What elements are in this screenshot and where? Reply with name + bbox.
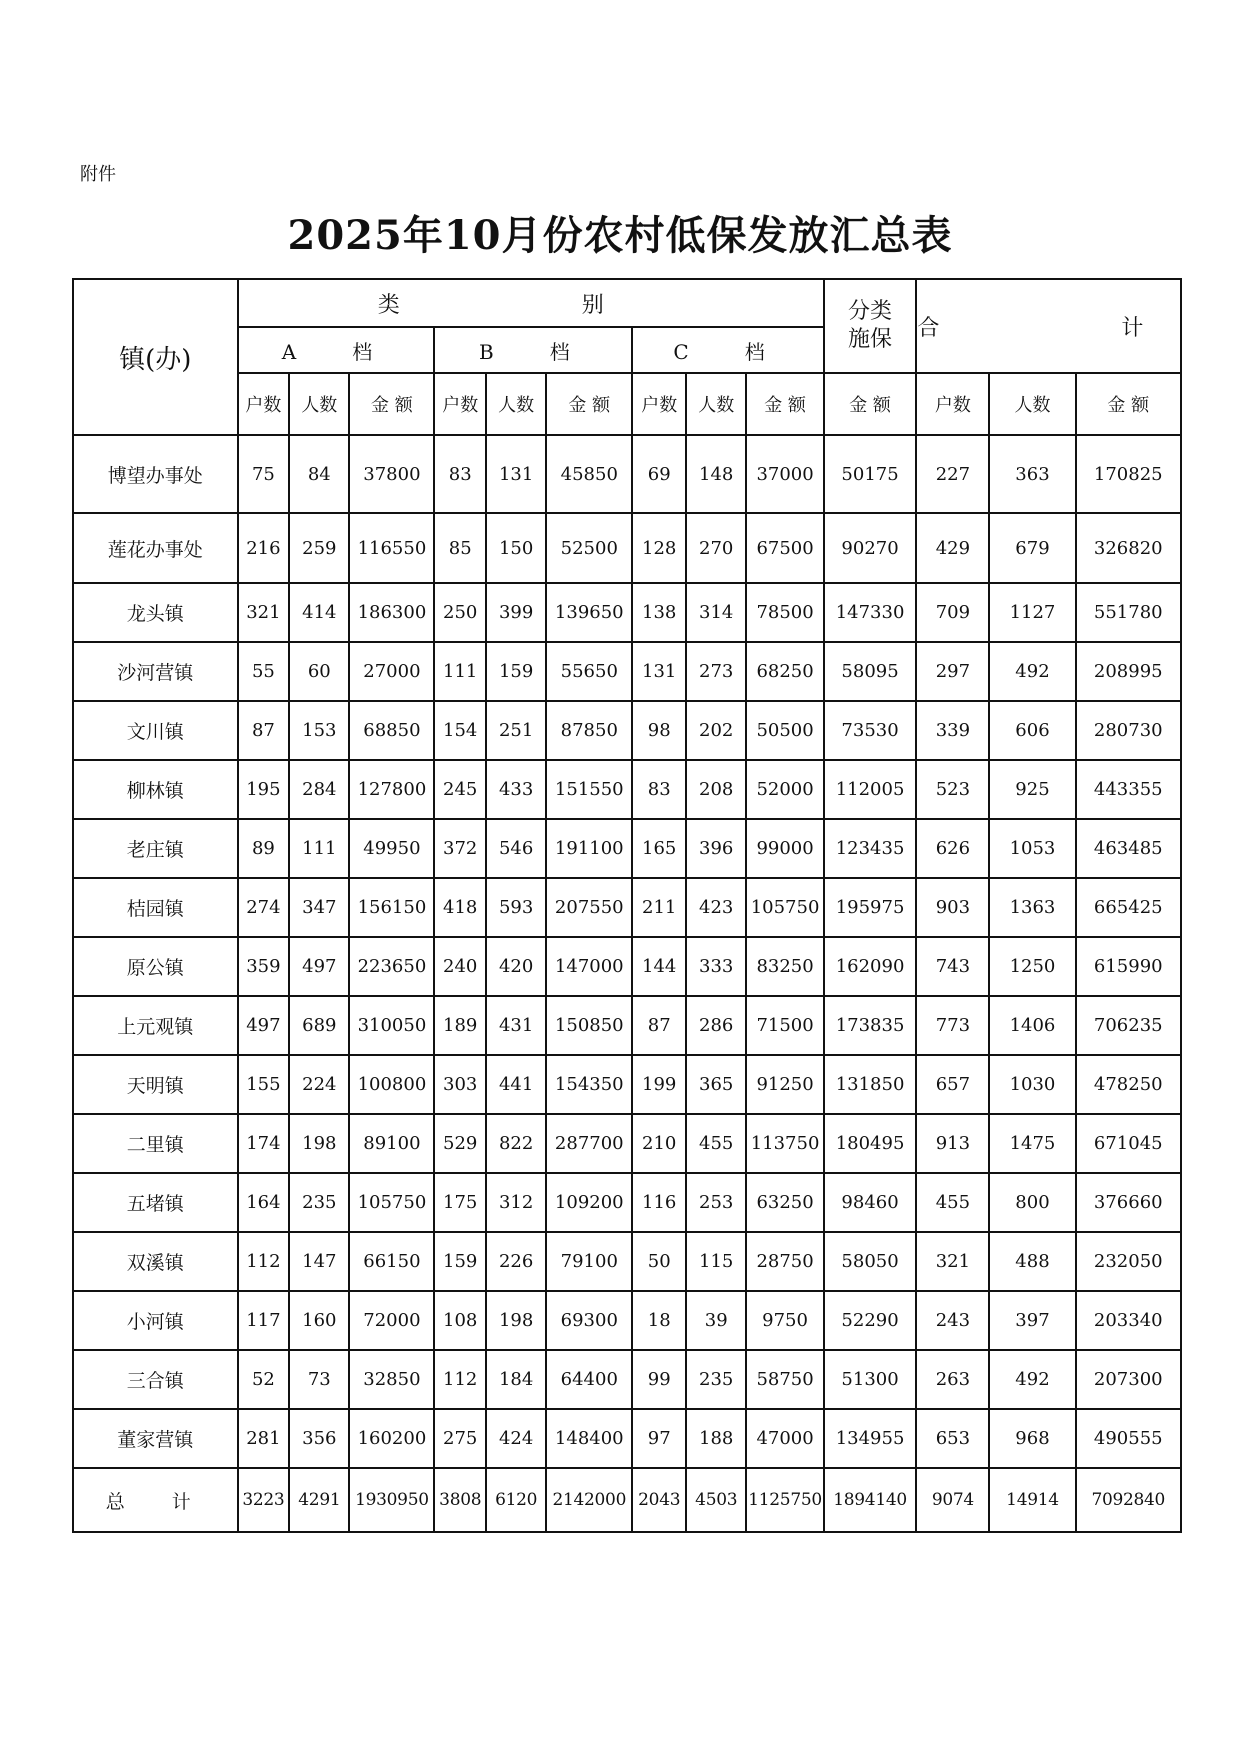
- cell-a-households: 87: [238, 701, 290, 760]
- cell-separate-amount: 112005: [824, 760, 917, 819]
- cell-total-b-amount: 2142000: [546, 1468, 632, 1532]
- cell-b-amount: 109200: [546, 1173, 632, 1232]
- cell-c-persons: 148: [686, 435, 746, 513]
- cell-total-persons: 800: [989, 1173, 1075, 1232]
- cell-total-amount: 671045: [1076, 1114, 1182, 1173]
- cell-b-amount: 148400: [546, 1409, 632, 1468]
- header-grade-a: A 档: [238, 327, 435, 373]
- cell-total-amount: 7092840: [1076, 1468, 1182, 1532]
- cell-total-persons: 1127: [989, 583, 1075, 642]
- cell-total-households: 903: [916, 878, 989, 937]
- cell-total-persons: 1250: [989, 937, 1075, 996]
- cell-b-households: 372: [434, 819, 486, 878]
- cell-total-households: 429: [916, 513, 989, 583]
- table-row: [73, 513, 1181, 583]
- table-body: [73, 435, 1181, 1468]
- cell-total-a-persons: 4291: [289, 1468, 349, 1532]
- cell-c-amount: 83250: [746, 937, 823, 996]
- cell-a-amount: 27000: [349, 642, 434, 701]
- cell-town: 老庄镇: [73, 819, 238, 878]
- cell-b-persons: 424: [486, 1409, 546, 1468]
- cell-c-households: 50: [632, 1232, 686, 1291]
- cell-separate-amount: 90270: [824, 513, 917, 583]
- cell-c-households: 83: [632, 760, 686, 819]
- header-separate-amount: 金 额: [824, 373, 917, 435]
- header-total: 合 计: [916, 279, 1181, 373]
- cell-a-persons: 259: [289, 513, 349, 583]
- cell-a-households: 112: [238, 1232, 290, 1291]
- cell-total-amount: 490555: [1076, 1409, 1182, 1468]
- cell-c-persons: 423: [686, 878, 746, 937]
- cell-town: 沙河营镇: [73, 642, 238, 701]
- cell-a-amount: 100800: [349, 1055, 434, 1114]
- header-separate-line2: 施保: [848, 327, 893, 352]
- cell-a-amount: 72000: [349, 1291, 434, 1350]
- cell-a-amount: 66150: [349, 1232, 434, 1291]
- cell-c-persons: 396: [686, 819, 746, 878]
- cell-town: 五堵镇: [73, 1173, 238, 1232]
- cell-b-amount: 154350: [546, 1055, 632, 1114]
- cell-b-persons: 131: [486, 435, 546, 513]
- cell-total-persons: 492: [989, 1350, 1075, 1409]
- cell-c-households: 18: [632, 1291, 686, 1350]
- cell-town: 龙头镇: [73, 583, 238, 642]
- cell-a-amount: 68850: [349, 701, 434, 760]
- cell-c-households: 144: [632, 937, 686, 996]
- cell-a-persons: 689: [289, 996, 349, 1055]
- cell-total-households: 913: [916, 1114, 989, 1173]
- cell-town: 莲花办事处: [73, 513, 238, 583]
- table-row: [73, 760, 1181, 819]
- cell-total-amount: 280730: [1076, 701, 1182, 760]
- cell-total-persons: 363: [989, 435, 1075, 513]
- cell-b-amount: 45850: [546, 435, 632, 513]
- cell-c-amount: 47000: [746, 1409, 823, 1468]
- cell-c-amount: 63250: [746, 1173, 823, 1232]
- cell-total-b-households: 3808: [434, 1468, 486, 1532]
- cell-b-amount: 87850: [546, 701, 632, 760]
- cell-separate-amount: 162090: [824, 937, 917, 996]
- cell-a-households: 195: [238, 760, 290, 819]
- header-separate-line1: 分类: [848, 299, 893, 324]
- cell-total-households: 709: [916, 583, 989, 642]
- cell-a-amount: 116550: [349, 513, 434, 583]
- cell-b-persons: 441: [486, 1055, 546, 1114]
- cell-town: 二里镇: [73, 1114, 238, 1173]
- cell-total-households: 297: [916, 642, 989, 701]
- cell-separate-amount: 50175: [824, 435, 917, 513]
- cell-b-persons: 399: [486, 583, 546, 642]
- cell-total-amount: 170825: [1076, 435, 1182, 513]
- cell-a-persons: 147: [289, 1232, 349, 1291]
- cell-b-persons: 420: [486, 937, 546, 996]
- cell-b-persons: 822: [486, 1114, 546, 1173]
- cell-b-persons: 184: [486, 1350, 546, 1409]
- cell-total-households: 321: [916, 1232, 989, 1291]
- cell-total-amount: 665425: [1076, 878, 1182, 937]
- cell-total-amount: 376660: [1076, 1173, 1182, 1232]
- cell-a-amount: 160200: [349, 1409, 434, 1468]
- cell-a-persons: 224: [289, 1055, 349, 1114]
- header-c-households: 户数: [632, 373, 686, 435]
- cell-b-persons: 431: [486, 996, 546, 1055]
- cell-c-households: 69: [632, 435, 686, 513]
- cell-c-households: 138: [632, 583, 686, 642]
- cell-c-households: 87: [632, 996, 686, 1055]
- cell-a-persons: 497: [289, 937, 349, 996]
- cell-a-persons: 84: [289, 435, 349, 513]
- header-total-persons: 人数: [989, 373, 1075, 435]
- cell-b-persons: 312: [486, 1173, 546, 1232]
- cell-total-label: 总 计: [73, 1468, 238, 1532]
- cell-town: 上元观镇: [73, 996, 238, 1055]
- cell-c-persons: 208: [686, 760, 746, 819]
- cell-c-amount: 37000: [746, 435, 823, 513]
- cell-c-persons: 115: [686, 1232, 746, 1291]
- header-total-households: 户数: [916, 373, 989, 435]
- cell-b-persons: 150: [486, 513, 546, 583]
- cell-a-households: 164: [238, 1173, 290, 1232]
- table-row: [73, 1409, 1181, 1468]
- cell-town: 三合镇: [73, 1350, 238, 1409]
- cell-b-households: 303: [434, 1055, 486, 1114]
- cell-a-persons: 235: [289, 1173, 349, 1232]
- cell-separate-amount: 147330: [824, 583, 917, 642]
- cell-separate-amount: 58050: [824, 1232, 917, 1291]
- cell-b-households: 418: [434, 878, 486, 937]
- cell-total-persons: 1030: [989, 1055, 1075, 1114]
- table-row: [73, 996, 1181, 1055]
- header-c-persons: 人数: [686, 373, 746, 435]
- summary-table: [72, 278, 1224, 1533]
- attachment-label: 附件: [80, 164, 116, 185]
- cell-b-persons: 433: [486, 760, 546, 819]
- cell-b-households: 85: [434, 513, 486, 583]
- cell-b-amount: 147000: [546, 937, 632, 996]
- cell-a-households: 55: [238, 642, 290, 701]
- cell-total-amount: 443355: [1076, 760, 1182, 819]
- cell-c-households: 116: [632, 1173, 686, 1232]
- cell-a-households: 117: [238, 1291, 290, 1350]
- table-row: [73, 1114, 1181, 1173]
- cell-c-persons: 235: [686, 1350, 746, 1409]
- cell-c-households: 99: [632, 1350, 686, 1409]
- cell-total-amount: 326820: [1076, 513, 1182, 583]
- cell-a-households: 216: [238, 513, 290, 583]
- cell-c-persons: 39: [686, 1291, 746, 1350]
- cell-total-households: 9074: [916, 1468, 989, 1532]
- cell-a-amount: 32850: [349, 1350, 434, 1409]
- cell-separate-amount: 123435: [824, 819, 917, 878]
- cell-separate-amount: 173835: [824, 996, 917, 1055]
- cell-total-b-persons: 6120: [486, 1468, 546, 1532]
- cell-total-a-households: 3223: [238, 1468, 290, 1532]
- cell-b-persons: 593: [486, 878, 546, 937]
- cell-b-persons: 226: [486, 1232, 546, 1291]
- table-row: [73, 878, 1181, 937]
- cell-c-amount: 68250: [746, 642, 823, 701]
- cell-a-amount: 105750: [349, 1173, 434, 1232]
- cell-total-households: 773: [916, 996, 989, 1055]
- table-row-total: [73, 1468, 1181, 1532]
- header-a-amount: 金 额: [349, 373, 434, 435]
- cell-total-amount: 551780: [1076, 583, 1182, 642]
- cell-b-households: 83: [434, 435, 486, 513]
- cell-separate-amount: 58095: [824, 642, 917, 701]
- cell-a-persons: 160: [289, 1291, 349, 1350]
- cell-a-persons: 356: [289, 1409, 349, 1468]
- cell-total-households: 626: [916, 819, 989, 878]
- table-row: [73, 642, 1181, 701]
- cell-a-amount: 127800: [349, 760, 434, 819]
- cell-c-households: 97: [632, 1409, 686, 1468]
- cell-total-persons: 1406: [989, 996, 1075, 1055]
- cell-total-households: 523: [916, 760, 989, 819]
- table-row: [73, 819, 1181, 878]
- cell-b-households: 250: [434, 583, 486, 642]
- cell-b-households: 175: [434, 1173, 486, 1232]
- cell-c-persons: 365: [686, 1055, 746, 1114]
- cell-a-persons: 414: [289, 583, 349, 642]
- cell-total-persons: 606: [989, 701, 1075, 760]
- table-row: [73, 1173, 1181, 1232]
- header-grade-c: C 档: [632, 327, 824, 373]
- cell-c-amount: 9750: [746, 1291, 823, 1350]
- header-b-persons: 人数: [486, 373, 546, 435]
- cell-c-amount: 78500: [746, 583, 823, 642]
- cell-total-c-amount: 1125750: [746, 1468, 823, 1532]
- cell-total-amount: 203340: [1076, 1291, 1182, 1350]
- cell-total-households: 743: [916, 937, 989, 996]
- cell-total-persons: 968: [989, 1409, 1075, 1468]
- cell-b-amount: 150850: [546, 996, 632, 1055]
- cell-total-separate-amount: 1894140: [824, 1468, 917, 1532]
- cell-c-persons: 188: [686, 1409, 746, 1468]
- cell-c-persons: 333: [686, 937, 746, 996]
- cell-b-amount: 191100: [546, 819, 632, 878]
- cell-town: 小河镇: [73, 1291, 238, 1350]
- cell-town: 博望办事处: [73, 435, 238, 513]
- cell-c-persons: 270: [686, 513, 746, 583]
- cell-c-amount: 113750: [746, 1114, 823, 1173]
- header-a-households: 户数: [238, 373, 290, 435]
- cell-b-households: 111: [434, 642, 486, 701]
- table-row: [73, 1232, 1181, 1291]
- cell-a-amount: 89100: [349, 1114, 434, 1173]
- cell-b-households: 154: [434, 701, 486, 760]
- cell-total-persons: 1363: [989, 878, 1075, 937]
- cell-total-households: 339: [916, 701, 989, 760]
- cell-a-amount: 186300: [349, 583, 434, 642]
- cell-b-amount: 287700: [546, 1114, 632, 1173]
- cell-town: 柳林镇: [73, 760, 238, 819]
- header-separate: [824, 279, 917, 373]
- header-c-amount: 金 额: [746, 373, 823, 435]
- cell-total-c-households: 2043: [632, 1468, 686, 1532]
- cell-total-persons: 14914: [989, 1468, 1075, 1532]
- cell-c-amount: 50500: [746, 701, 823, 760]
- cell-town: 董家营镇: [73, 1409, 238, 1468]
- cell-c-households: 199: [632, 1055, 686, 1114]
- cell-b-amount: 52500: [546, 513, 632, 583]
- cell-total-households: 263: [916, 1350, 989, 1409]
- cell-b-households: 529: [434, 1114, 486, 1173]
- header-b-households: 户数: [434, 373, 486, 435]
- cell-a-households: 155: [238, 1055, 290, 1114]
- cell-a-households: 497: [238, 996, 290, 1055]
- cell-b-households: 189: [434, 996, 486, 1055]
- cell-a-persons: 284: [289, 760, 349, 819]
- cell-c-amount: 28750: [746, 1232, 823, 1291]
- cell-total-persons: 925: [989, 760, 1075, 819]
- cell-total-households: 227: [916, 435, 989, 513]
- cell-separate-amount: 51300: [824, 1350, 917, 1409]
- table-row: [73, 435, 1181, 513]
- cell-b-persons: 251: [486, 701, 546, 760]
- cell-a-amount: 310050: [349, 996, 434, 1055]
- cell-c-persons: 253: [686, 1173, 746, 1232]
- header-a-persons: 人数: [289, 373, 349, 435]
- cell-a-households: 89: [238, 819, 290, 878]
- cell-separate-amount: 98460: [824, 1173, 917, 1232]
- cell-total-households: 243: [916, 1291, 989, 1350]
- cell-a-amount: 37800: [349, 435, 434, 513]
- cell-c-households: 165: [632, 819, 686, 878]
- cell-total-persons: 679: [989, 513, 1075, 583]
- cell-b-amount: 69300: [546, 1291, 632, 1350]
- cell-total-amount: 208995: [1076, 642, 1182, 701]
- cell-b-amount: 139650: [546, 583, 632, 642]
- cell-b-persons: 198: [486, 1291, 546, 1350]
- header-total-amount: 金 额: [1076, 373, 1182, 435]
- cell-total-amount: 478250: [1076, 1055, 1182, 1114]
- page-title: 2025年10月份农村低保发放汇总表: [287, 212, 953, 259]
- cell-c-persons: 314: [686, 583, 746, 642]
- cell-b-amount: 55650: [546, 642, 632, 701]
- cell-c-amount: 99000: [746, 819, 823, 878]
- cell-a-households: 274: [238, 878, 290, 937]
- header-grade-b: B 档: [434, 327, 632, 373]
- cell-c-persons: 455: [686, 1114, 746, 1173]
- cell-a-households: 281: [238, 1409, 290, 1468]
- header-town: 镇(办): [73, 279, 238, 435]
- cell-c-amount: 67500: [746, 513, 823, 583]
- header-b-amount: 金 额: [546, 373, 632, 435]
- cell-b-persons: 159: [486, 642, 546, 701]
- cell-b-households: 159: [434, 1232, 486, 1291]
- cell-separate-amount: 195975: [824, 878, 917, 937]
- cell-c-households: 211: [632, 878, 686, 937]
- cell-a-persons: 153: [289, 701, 349, 760]
- cell-a-persons: 73: [289, 1350, 349, 1409]
- cell-c-persons: 202: [686, 701, 746, 760]
- cell-total-persons: 488: [989, 1232, 1075, 1291]
- cell-a-persons: 60: [289, 642, 349, 701]
- cell-town: 原公镇: [73, 937, 238, 996]
- cell-b-households: 275: [434, 1409, 486, 1468]
- cell-total-amount: 463485: [1076, 819, 1182, 878]
- cell-b-households: 240: [434, 937, 486, 996]
- cell-c-amount: 105750: [746, 878, 823, 937]
- cell-total-c-persons: 4503: [686, 1468, 746, 1532]
- cell-separate-amount: 180495: [824, 1114, 917, 1173]
- cell-a-households: 321: [238, 583, 290, 642]
- cell-b-amount: 64400: [546, 1350, 632, 1409]
- cell-c-households: 131: [632, 642, 686, 701]
- cell-total-persons: 1053: [989, 819, 1075, 878]
- cell-b-households: 245: [434, 760, 486, 819]
- cell-town: 文川镇: [73, 701, 238, 760]
- cell-separate-amount: 73530: [824, 701, 917, 760]
- cell-total-households: 657: [916, 1055, 989, 1114]
- cell-c-amount: 71500: [746, 996, 823, 1055]
- cell-b-households: 112: [434, 1350, 486, 1409]
- cell-a-persons: 347: [289, 878, 349, 937]
- cell-total-amount: 232050: [1076, 1232, 1182, 1291]
- cell-a-households: 75: [238, 435, 290, 513]
- cell-b-amount: 151550: [546, 760, 632, 819]
- cell-total-persons: 492: [989, 642, 1075, 701]
- cell-separate-amount: 52290: [824, 1291, 917, 1350]
- table-row: [73, 1291, 1181, 1350]
- cell-a-persons: 111: [289, 819, 349, 878]
- cell-town: 双溪镇: [73, 1232, 238, 1291]
- cell-a-amount: 49950: [349, 819, 434, 878]
- cell-total-amount: 207300: [1076, 1350, 1182, 1409]
- cell-b-amount: 207550: [546, 878, 632, 937]
- cell-a-persons: 198: [289, 1114, 349, 1173]
- table-row: [73, 1055, 1181, 1114]
- header-category: 类 别: [238, 279, 824, 327]
- cell-total-a-amount: 1930950: [349, 1468, 434, 1532]
- cell-a-households: 359: [238, 937, 290, 996]
- cell-c-amount: 58750: [746, 1350, 823, 1409]
- table-row: [73, 1350, 1181, 1409]
- table-row: [73, 937, 1181, 996]
- cell-total-households: 455: [916, 1173, 989, 1232]
- cell-a-amount: 156150: [349, 878, 434, 937]
- cell-c-persons: 273: [686, 642, 746, 701]
- cell-total-persons: 1475: [989, 1114, 1075, 1173]
- cell-town: 桔园镇: [73, 878, 238, 937]
- cell-total-amount: 706235: [1076, 996, 1182, 1055]
- table-row: [73, 701, 1181, 760]
- cell-a-amount: 223650: [349, 937, 434, 996]
- cell-c-households: 98: [632, 701, 686, 760]
- cell-c-amount: 52000: [746, 760, 823, 819]
- cell-b-persons: 546: [486, 819, 546, 878]
- cell-a-households: 52: [238, 1350, 290, 1409]
- cell-c-amount: 91250: [746, 1055, 823, 1114]
- cell-b-households: 108: [434, 1291, 486, 1350]
- cell-town: 天明镇: [73, 1055, 238, 1114]
- cell-total-households: 653: [916, 1409, 989, 1468]
- cell-total-amount: 615990: [1076, 937, 1182, 996]
- cell-separate-amount: 134955: [824, 1409, 917, 1468]
- cell-c-persons: 286: [686, 996, 746, 1055]
- cell-a-households: 174: [238, 1114, 290, 1173]
- table-row: [73, 583, 1181, 642]
- cell-c-households: 128: [632, 513, 686, 583]
- table-header: [73, 279, 1224, 435]
- cell-separate-amount: 131850: [824, 1055, 917, 1114]
- cell-c-households: 210: [632, 1114, 686, 1173]
- cell-b-amount: 79100: [546, 1232, 632, 1291]
- cell-total-persons: 397: [989, 1291, 1075, 1350]
